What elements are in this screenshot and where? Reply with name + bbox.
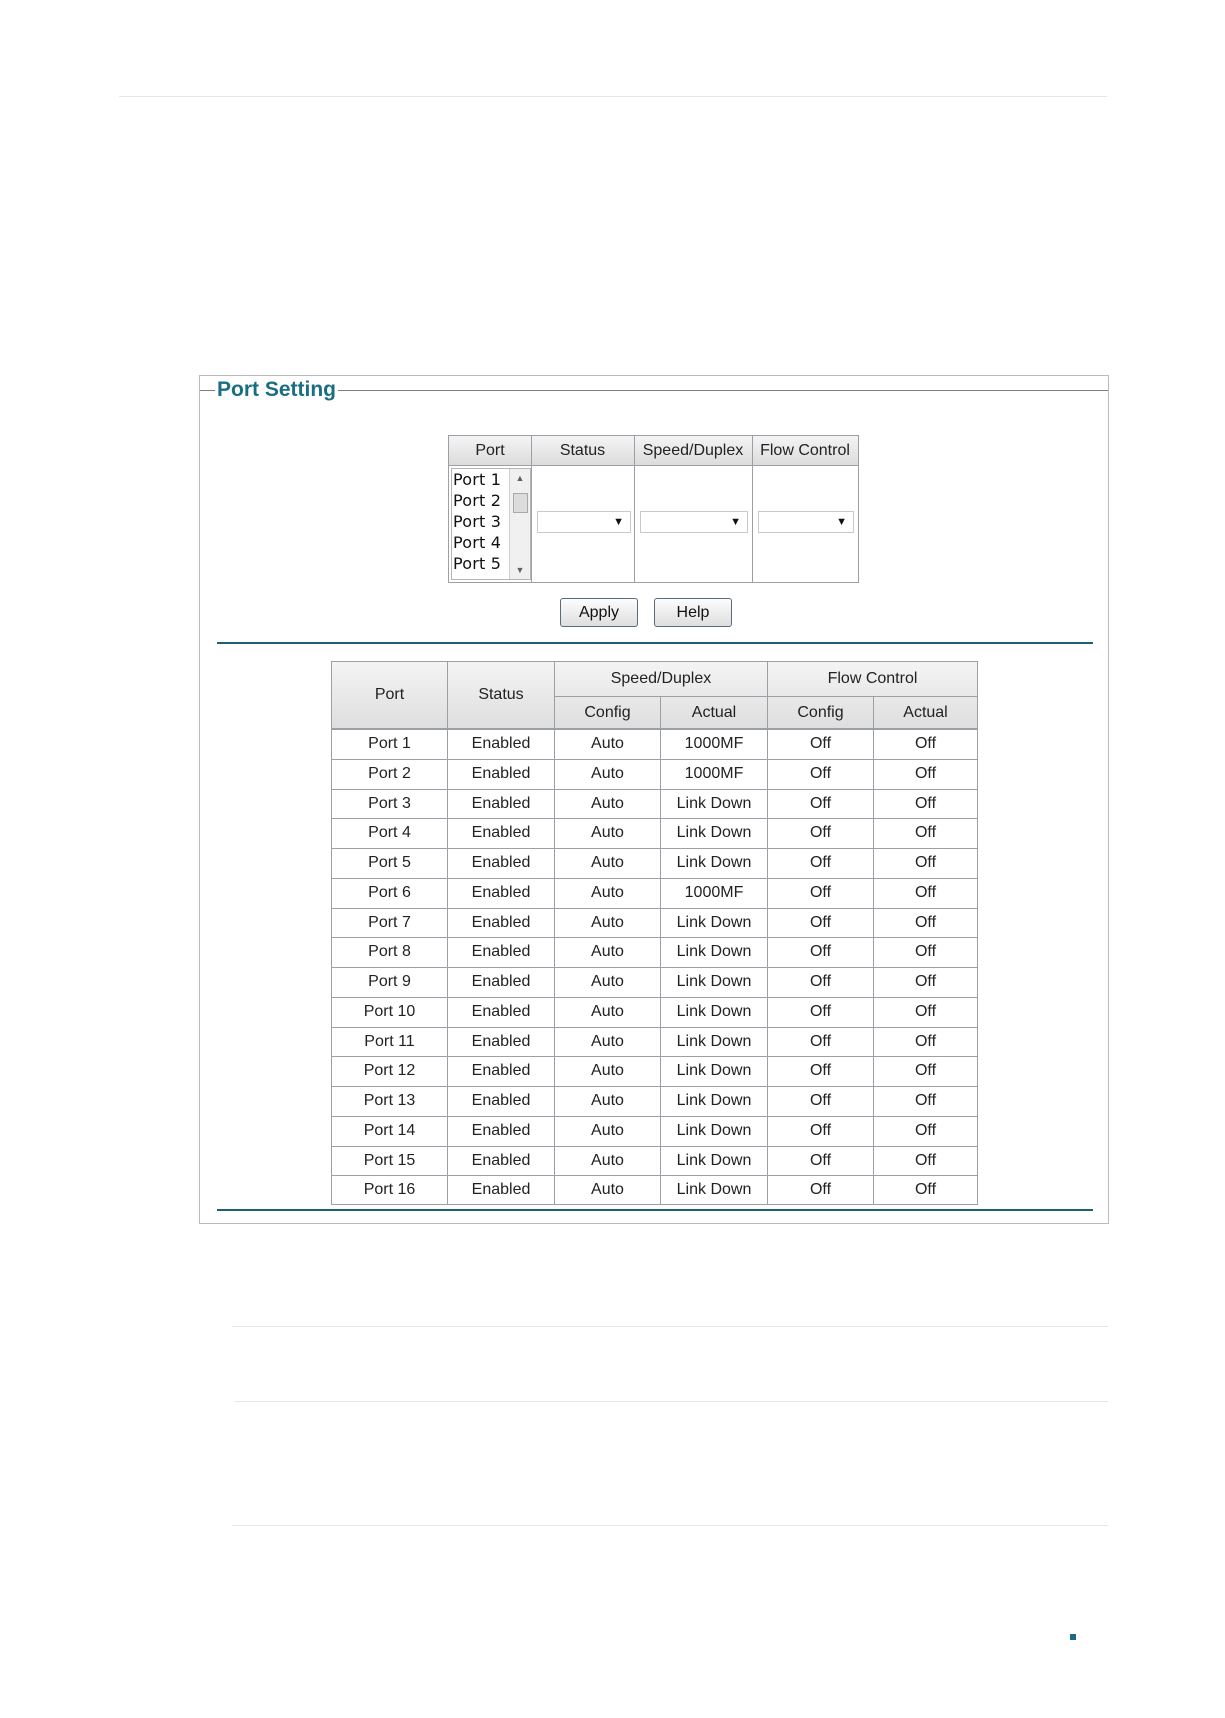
- status-select[interactable]: [537, 511, 631, 533]
- cell-status: Enabled: [448, 1176, 555, 1205]
- cell-speed-actual: Link Down: [661, 1028, 768, 1057]
- cell-flow-config: Off: [768, 1057, 874, 1086]
- cell-status: Enabled: [448, 1028, 555, 1057]
- cell-port: Port 4: [332, 819, 448, 848]
- port-setting-panel: [199, 375, 1109, 1224]
- cell-speed-actual: Link Down: [661, 968, 768, 997]
- cell-status: Enabled: [448, 1057, 555, 1086]
- section-separator-bottom: [217, 1209, 1093, 1211]
- cell-flow-actual: Off: [914, 735, 937, 752]
- cell-status: Enabled: [448, 849, 555, 878]
- table-row: [332, 878, 977, 908]
- cell-port: Port 15: [332, 1147, 448, 1176]
- cell-flow-config: Off: [768, 968, 874, 997]
- status-header-speed-config: Config: [555, 697, 661, 729]
- config-header-speed-duplex: Speed/Duplex: [642, 442, 744, 459]
- cell-port: Port 5: [332, 849, 448, 878]
- cell-status: Enabled: [448, 879, 555, 908]
- scroll-down-icon[interactable]: ▼: [515, 565, 525, 575]
- table-row: [332, 1027, 977, 1057]
- scroll-thumb[interactable]: [513, 493, 528, 513]
- cell-status: Enabled: [448, 819, 555, 848]
- cell-speed-config: Auto: [555, 879, 661, 908]
- table-row: [332, 729, 977, 759]
- cell-speed-actual: Link Down: [661, 998, 768, 1027]
- table-row: [332, 967, 977, 997]
- cell-flow-config: Off: [768, 1117, 874, 1146]
- cell-flow-actual: Off: [914, 854, 937, 871]
- section-separator: [217, 642, 1093, 644]
- cell-port: Port 1: [332, 730, 448, 759]
- port-config-table: [448, 435, 859, 583]
- cell-port: Port 16: [332, 1176, 448, 1205]
- port-option-1[interactable]: Port 1: [453, 470, 502, 489]
- apply-button[interactable]: Apply: [560, 598, 638, 627]
- cell-speed-actual: Link Down: [661, 790, 768, 819]
- cell-speed-config: Auto: [555, 938, 661, 967]
- cell-status: Enabled: [448, 1117, 555, 1146]
- cell-port: Port 10: [332, 998, 448, 1027]
- cell-flow-actual: Off: [914, 913, 937, 931]
- table-row: [332, 937, 977, 967]
- page-header-rule: [119, 96, 1107, 97]
- flow-control-select[interactable]: [758, 511, 854, 533]
- cell-speed-actual: 1000MF: [661, 730, 768, 759]
- table-row: [332, 1175, 977, 1205]
- cell-flow-config: Off: [768, 730, 874, 759]
- cell-speed-actual: Link Down: [661, 1147, 768, 1176]
- table-row: [332, 1056, 977, 1086]
- table-row: [332, 789, 977, 819]
- cell-flow-config: Off: [768, 760, 874, 789]
- cell-speed-actual: Link Down: [661, 938, 768, 967]
- cell-speed-config: Auto: [555, 1028, 661, 1057]
- cell-flow-config: Off: [768, 1028, 874, 1057]
- note-rule-top: [232, 1326, 1108, 1327]
- cell-speed-actual: 1000MF: [661, 879, 768, 908]
- config-header-flow-control: Flow Control: [760, 442, 850, 459]
- cell-port: Port 8: [332, 938, 448, 967]
- cell-status: Enabled: [448, 968, 555, 997]
- cell-flow-config: Off: [768, 790, 874, 819]
- config-divider: [634, 436, 635, 582]
- cell-port: Port 9: [332, 968, 448, 997]
- cell-port: Port 13: [332, 1087, 448, 1116]
- table-row: [332, 1116, 977, 1146]
- cell-flow-config: Off: [768, 1087, 874, 1116]
- status-header-status: Status: [448, 662, 555, 729]
- chevron-down-icon: ▼: [613, 516, 624, 528]
- cell-speed-config: Auto: [555, 730, 661, 759]
- cell-flow-actual: Off: [914, 943, 937, 961]
- cell-speed-config: Auto: [555, 1147, 661, 1176]
- cell-status: Enabled: [448, 1147, 555, 1176]
- port-list-scrollbar[interactable]: [509, 469, 530, 579]
- cell-flow-actual: Off: [914, 1121, 937, 1139]
- table-row: [332, 908, 977, 938]
- cell-speed-config: Auto: [555, 1176, 661, 1205]
- note-rule-bottom: [232, 1525, 1108, 1526]
- page-marker: [1070, 1634, 1076, 1640]
- note-rule-middle: [235, 1401, 1108, 1402]
- table-row: [332, 818, 977, 848]
- table-row: [332, 1146, 977, 1176]
- status-header-port: Port: [332, 662, 448, 729]
- cell-speed-actual: Link Down: [661, 909, 768, 938]
- cell-port: Port 6: [332, 879, 448, 908]
- cell-flow-actual: Off: [914, 1002, 937, 1020]
- cell-port: Port 14: [332, 1117, 448, 1146]
- cell-speed-actual: 1000MF: [661, 760, 768, 789]
- cell-flow-config: Off: [768, 1147, 874, 1176]
- port-option-5[interactable]: Port 5: [453, 554, 502, 573]
- table-row: [332, 848, 977, 878]
- cell-speed-config: Auto: [555, 909, 661, 938]
- status-header-speed-actual: Actual: [661, 697, 768, 729]
- cell-speed-actual: Link Down: [661, 1057, 768, 1086]
- cell-speed-config: Auto: [555, 1117, 661, 1146]
- cell-flow-actual: Off: [914, 764, 937, 782]
- cell-flow-actual: Off: [914, 883, 937, 901]
- chevron-down-icon: ▼: [836, 516, 847, 528]
- cell-flow-actual: Off: [914, 973, 937, 990]
- table-row: [332, 997, 977, 1027]
- cell-speed-actual: Link Down: [661, 849, 768, 878]
- table-row: [332, 759, 977, 789]
- help-button[interactable]: Help: [654, 598, 732, 627]
- cell-speed-config: Auto: [555, 998, 661, 1027]
- port-option-3[interactable]: Port 3: [453, 512, 502, 531]
- speed-duplex-select[interactable]: [640, 511, 748, 533]
- port-status-table: [331, 661, 978, 1205]
- config-table-header: [449, 436, 858, 466]
- cell-status: Enabled: [448, 998, 555, 1027]
- cell-flow-actual: Off: [914, 824, 937, 842]
- chevron-down-icon: ▼: [730, 516, 741, 528]
- status-header-flow-control: Flow Control: [768, 662, 977, 697]
- cell-status: Enabled: [448, 790, 555, 819]
- port-option-2[interactable]: Port 2: [453, 491, 502, 510]
- cell-speed-actual: Link Down: [661, 1176, 768, 1205]
- port-option-4[interactable]: Port 4: [453, 533, 502, 552]
- cell-speed-config: Auto: [555, 1057, 661, 1086]
- config-header-status: Status: [559, 442, 606, 459]
- cell-speed-actual: Link Down: [661, 819, 768, 848]
- cell-flow-config: Off: [768, 879, 874, 908]
- cell-port: Port 2: [332, 760, 448, 789]
- cell-flow-config: Off: [768, 998, 874, 1027]
- cell-flow-config: Off: [768, 849, 874, 878]
- cell-status: Enabled: [448, 760, 555, 789]
- cell-speed-config: Auto: [555, 968, 661, 997]
- table-row: [332, 1086, 977, 1116]
- cell-port: Port 12: [332, 1057, 448, 1086]
- cell-port: Port 11: [332, 1028, 448, 1057]
- cell-flow-actual: Off: [914, 1151, 937, 1169]
- cell-speed-config: Auto: [555, 760, 661, 789]
- port-select-list[interactable]: [451, 468, 531, 580]
- cell-speed-config: Auto: [555, 1087, 661, 1116]
- cell-flow-actual: Off: [914, 794, 937, 812]
- scroll-up-icon[interactable]: ▲: [515, 473, 525, 483]
- cell-status: Enabled: [448, 1087, 555, 1116]
- cell-flow-actual: Off: [914, 1092, 937, 1109]
- cell-flow-config: Off: [768, 909, 874, 938]
- cell-port: Port 3: [332, 790, 448, 819]
- cell-flow-actual: Off: [914, 1062, 937, 1080]
- cell-speed-actual: Link Down: [661, 1087, 768, 1116]
- cell-flow-actual: Off: [914, 1181, 937, 1199]
- cell-speed-config: Auto: [555, 790, 661, 819]
- status-header-flow-actual: Actual: [874, 697, 977, 729]
- cell-status: Enabled: [448, 909, 555, 938]
- cell-speed-config: Auto: [555, 819, 661, 848]
- cell-flow-config: Off: [768, 819, 874, 848]
- panel-title: Port Setting: [217, 378, 336, 401]
- cell-speed-actual: Link Down: [661, 1117, 768, 1146]
- config-header-port: Port: [475, 442, 505, 459]
- cell-speed-config: Auto: [555, 849, 661, 878]
- config-divider: [752, 436, 753, 582]
- cell-status: Enabled: [448, 730, 555, 759]
- status-header-flow-config: Config: [768, 697, 874, 729]
- status-header-speed-duplex: Speed/Duplex: [555, 662, 768, 697]
- cell-status: Enabled: [448, 938, 555, 967]
- config-divider: [531, 436, 532, 582]
- cell-flow-actual: Off: [914, 1032, 937, 1050]
- cell-flow-config: Off: [768, 1176, 874, 1205]
- cell-port: Port 7: [332, 909, 448, 938]
- cell-flow-config: Off: [768, 938, 874, 967]
